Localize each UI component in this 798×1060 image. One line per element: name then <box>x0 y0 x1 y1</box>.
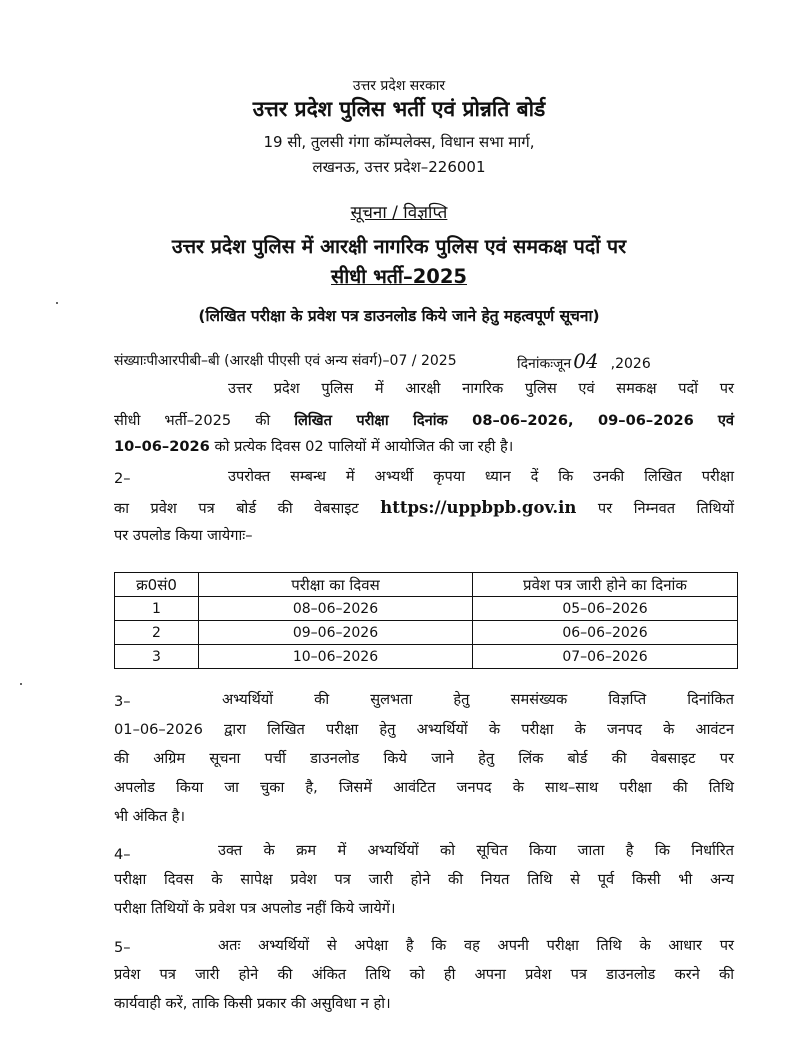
para2-line2: का प्रवेश पत्र बोर्ड की वेबसाइट https://uppbpb.gov.in पर निम्नवत तिथियों <box>114 498 734 517</box>
admit-card-schedule-table <box>114 572 738 669</box>
date-label: दिनांकःजून <box>517 356 572 372</box>
para1-line3: 10–06–2026 को प्रत्येक दिवस 02 पालियों में आयोजित की जा रही है। <box>114 438 514 455</box>
para5-line2: प्रवेश पत्र जारी होने की अंकित तिथि को ही अपना प्रवेश पत्र डाउनलोड करने की <box>114 966 735 983</box>
para4-line1: उक्त के क्रम में अभ्यर्थियों को सूचित किया जाता है कि निर्धारित <box>218 842 734 859</box>
para2-number: 2– <box>114 470 131 487</box>
para3-line1: अभ्यर्थियों की सुलभता हेतु समसंख्यक विज्ञप्ति दिनांकित <box>222 691 734 708</box>
table-header-row <box>115 573 738 597</box>
para5-number: 5– <box>114 939 131 956</box>
table-row: 1 08–06–2026 05–06–2026 <box>115 597 738 621</box>
header-exam-day: परीक्षा का दिवस <box>199 573 473 597</box>
para1-line1: उत्तर प्रदेश पुलिस में आरक्षी नागरिक पुलिस एवं समकक्ष पदों पर <box>228 380 734 397</box>
scan-speck <box>56 302 58 304</box>
government-name: उत्तर प्रदेश सरकार <box>352 78 446 94</box>
board-name: उत्तर प्रदेश पुलिस भर्ती एवं प्रोन्नति बोर्ड <box>252 97 546 121</box>
scan-speck <box>20 683 22 685</box>
notice-title-line-1: उत्तर प्रदेश पुलिस में आरक्षी नागरिक पुलिस एवं समकक्ष पदों पर <box>171 235 627 258</box>
para4-line3: परीक्षा तिथियों के प्रवेश पत्र अपलोड नहीं किये जायेगें। <box>114 900 396 917</box>
website-link[interactable]: https://uppbpb.gov.in <box>380 498 577 517</box>
para2-line3: पर उपलोड किया जायेगाः– <box>114 527 253 544</box>
para4-number: 4– <box>114 846 131 863</box>
para3-line4: अपलोड किया जा चुका है, जिसमें आवंटित जनपद के साथ–साथ परीक्षा की तिथि <box>114 779 734 796</box>
handwritten-day: 04 <box>573 349 599 373</box>
reference-line <box>114 350 734 372</box>
date-year: ,2026 <box>610 356 651 372</box>
exam-dates: लिखित परीक्षा दिनांक 08–06–2026, 09–06–2026 <box>294 412 694 429</box>
table-row: 3 10–06–2026 07–06–2026 <box>115 645 738 669</box>
para2-line1: उपरोक्त सम्बन्ध में अभ्यर्थी कृपया ध्यान दें कि उनकी लिखित परीक्षा <box>228 468 734 485</box>
notice-subtitle: (लिखित परीक्षा के प्रवेश पत्र डाउनलोड किये जाने हेतु महत्वपूर्ण सूचना) <box>198 307 600 325</box>
notice-title-line-2: सीधी भर्ती–2025 <box>331 265 467 288</box>
para4-line2: परीक्षा दिवस के सापेक्ष प्रवेश पत्र जारी होने की नियत तिथि से पूर्व किसी भी अन्य <box>114 871 734 888</box>
header-serial: क्र0सं0 <box>115 573 199 597</box>
para3-line2: 01–06–2026 द्वारा लिखित परीक्षा हेतु अभ्यर्थियों के परीक्षा के जनपद के आवंटन <box>114 721 734 738</box>
reference-date <box>517 350 651 375</box>
para5-line3: कार्यवाही करें, ताकि किसी प्रकार की असुविधा न हो। <box>114 995 391 1012</box>
para3-line5: भी अंकित है। <box>114 808 186 825</box>
para5-line1: अतः अभ्यर्थियों से अपेक्षा है कि वह अपनी परीक्षा तिथि के आधार पर <box>218 937 734 954</box>
address-line-2: लखनऊ, उत्तर प्रदेश–226001 <box>312 158 486 176</box>
address-line-1: 19 सी, तुलसी गंगा कॉम्पलेक्स, विधान सभा मार्ग, <box>263 133 535 151</box>
table-row: 2 09–06–2026 06–06–2026 <box>115 621 738 645</box>
notice-type: सूचना / विज्ञप्ति <box>350 203 448 223</box>
para1-line2: सीधी भर्ती–2025 की लिखित परीक्षा दिनांक 08–06–2026, 09–06–2026 एवं <box>114 412 735 429</box>
header-issue-date: प्रवेश पत्र जारी होने का दिनांक <box>473 573 738 597</box>
para3-number: 3– <box>114 693 131 710</box>
para3-line3: की अग्रिम सूचना पर्ची डाउनलोड किये जाने हेतु लिंक बोर्ड की वेबसाइट पर <box>114 750 734 767</box>
reference-number: संख्याःपीआरपीबी–बी (आरक्षी पीएसी एवं अन्य संवर्ग)–07 / 2025 <box>114 353 457 369</box>
